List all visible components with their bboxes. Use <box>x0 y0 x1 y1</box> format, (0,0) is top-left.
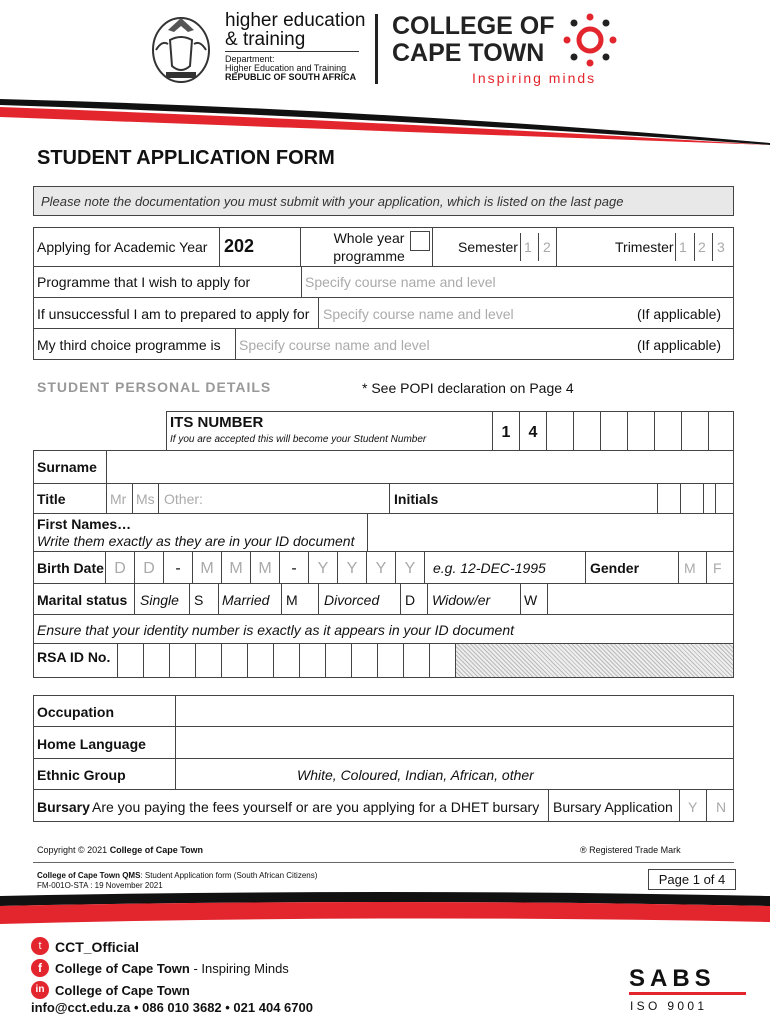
bursary-row <box>33 789 734 822</box>
programme-3-note: (If applicable) <box>637 337 722 353</box>
contact-line: info@cct.edu.za • 086 010 3682 • 021 404 6700 <box>31 1000 313 1015</box>
facebook-icon[interactable]: f <box>31 959 49 977</box>
its-digit-2[interactable]: 4 <box>519 412 546 450</box>
its-digit-7[interactable] <box>654 412 681 450</box>
dept-sub-1: Department: <box>225 54 275 64</box>
bursary-option-yes[interactable]: Y <box>688 799 698 815</box>
initials-input[interactable] <box>658 484 733 513</box>
first-names-row <box>33 513 734 552</box>
title-label: Title <box>37 491 66 507</box>
marital-status-label: Marital status <box>37 592 128 608</box>
dept-name-2: & training <box>225 29 306 50</box>
trimester-label: Trimester <box>615 239 674 255</box>
programme-2-label: If unsuccessful I am to prepared to apply for <box>37 306 310 322</box>
gender-label: Gender <box>590 560 640 576</box>
programme-3-row <box>33 328 734 360</box>
whole-year-label: Whole year programme <box>333 230 405 264</box>
dept-sub-2: Higher Education and Training <box>225 63 347 73</box>
marital-married-option[interactable]: M <box>286 592 298 608</box>
marital-single-option[interactable]: S <box>194 592 204 608</box>
linkedin-icon[interactable]: in <box>31 981 49 999</box>
semester-option-2[interactable]: 2 <box>543 239 551 255</box>
iso-label: I S O 9 0 0 1 <box>630 999 705 1013</box>
footer-swoosh <box>0 892 770 926</box>
marital-widow-label: Widow/er <box>432 592 491 608</box>
rsa-id-cells[interactable] <box>117 644 456 677</box>
programme-2-row <box>33 297 734 329</box>
marital-single-label: Single <box>140 592 179 608</box>
college-tagline: Inspiring minds <box>472 70 597 86</box>
marital-divorced-option[interactable]: D <box>405 592 416 608</box>
ethnic-group-row <box>33 758 734 790</box>
its-digit-4[interactable] <box>573 412 600 450</box>
title-row <box>33 483 734 514</box>
academic-year-label: Applying for Academic Year <box>37 239 208 255</box>
linkedin-name[interactable]: College of Cape Town <box>55 983 190 998</box>
documentation-note-text: Please note the documentation you must submit with your application, which is listed on the last page <box>41 194 624 209</box>
programme-2-input[interactable]: Specify course name and level <box>323 306 514 322</box>
ethnic-group-input[interactable]: White, Coloured, Indian, African, other <box>297 767 534 783</box>
first-names-sub: Write them exactly as they are in your ID document <box>37 533 355 549</box>
birth-sep-2: - <box>279 552 308 583</box>
trademark: ® Registered Trade Mark <box>580 845 681 855</box>
gender-option-m[interactable]: M <box>684 560 696 576</box>
facebook-text[interactable] <box>55 961 289 976</box>
page-title: STUDENT APPLICATION FORM <box>37 147 335 169</box>
qms-text: : Student Application form (South African Citizens) <box>140 871 318 880</box>
marital-divorced-label: Divorced <box>324 592 380 608</box>
programme-1-row <box>33 266 734 298</box>
birth-year-1[interactable]: Y <box>308 552 337 583</box>
surname-label: Surname <box>37 459 97 475</box>
its-digit-5[interactable] <box>600 412 627 450</box>
initials-label: Initials <box>394 491 439 507</box>
trimester-option-1[interactable]: 1 <box>679 239 687 255</box>
marital-married-label: Married <box>222 592 270 608</box>
rsa-id-hatch <box>456 644 733 677</box>
first-names-input[interactable] <box>368 514 733 551</box>
its-digit-6[interactable] <box>627 412 654 450</box>
qms-line <box>37 871 317 880</box>
bursary-label: Bursary <box>37 799 90 815</box>
occupation-input[interactable] <box>176 696 733 726</box>
trimester-option-3[interactable]: 3 <box>717 239 725 255</box>
semester-option-1[interactable]: 1 <box>524 239 532 255</box>
surname-row <box>33 450 734 484</box>
programme-2-note: (If applicable) <box>637 306 722 322</box>
doc-code: FM-001O-STA : 19 November 2021 <box>37 881 163 890</box>
home-language-label: Home Language <box>37 736 146 752</box>
its-digit-1[interactable]: 1 <box>492 412 519 450</box>
dept-name-1: higher education <box>225 10 366 31</box>
programme-3-label: My third choice programme is <box>37 337 221 353</box>
occupation-label: Occupation <box>37 704 115 720</box>
bursary-application-label: Bursary Application <box>553 799 673 815</box>
home-language-input[interactable] <box>176 727 733 758</box>
documentation-note <box>33 186 734 216</box>
marital-status-row <box>33 583 734 615</box>
id-note: Ensure that your identity number is exactly as it appears in your ID document <box>37 622 515 638</box>
birth-month-1[interactable]: M <box>192 552 221 583</box>
coat-of-arms-icon <box>148 10 214 86</box>
its-number-box <box>166 411 734 451</box>
facebook-suffix: - Inspiring Minds <box>189 961 289 976</box>
birth-day-1[interactable]: D <box>105 552 134 583</box>
birth-date-cells[interactable] <box>105 552 425 583</box>
rsa-id-row <box>33 643 734 678</box>
first-names-label: First Names… <box>37 516 132 532</box>
copyright <box>37 845 203 855</box>
page-number: Page 1 of 4 <box>648 869 736 890</box>
popi-note: * See POPI declaration on Page 4 <box>362 380 574 396</box>
its-number-sub: If you are accepted this will become your Student Number <box>170 434 427 445</box>
twitter-icon[interactable]: t <box>31 937 49 955</box>
personal-details-title: STUDENT PERSONAL DETAILS <box>37 379 272 395</box>
semester-label: Semester <box>458 239 518 255</box>
sabs-logo: SABS <box>629 965 716 992</box>
whole-year-checkbox[interactable] <box>410 231 430 251</box>
title-option-mr[interactable]: Mr <box>110 491 127 507</box>
programme-1-input[interactable]: Specify course name and level <box>305 274 496 290</box>
surname-input[interactable] <box>107 451 733 483</box>
qms-bold: College of Cape Town QMS <box>37 871 141 880</box>
birth-day-2[interactable]: D <box>134 552 163 583</box>
its-number-cells[interactable] <box>492 412 735 450</box>
college-name-2: CAPE TOWN <box>392 39 545 67</box>
its-digit-9[interactable] <box>708 412 735 450</box>
birth-month-3[interactable]: M <box>250 552 279 583</box>
its-number-label: ITS NUMBER <box>170 414 264 431</box>
birth-sep-1: - <box>163 552 192 583</box>
college-logo-icon <box>562 12 618 68</box>
rsa-id-label: RSA ID No. <box>37 649 111 665</box>
facebook-name: College of Cape Town <box>55 961 190 976</box>
ethnic-group-label: Ethnic Group <box>37 767 126 783</box>
birth-date-label: Birth Date <box>37 560 104 576</box>
id-note-row <box>33 614 734 644</box>
birth-year-3[interactable]: Y <box>366 552 395 583</box>
bursary-option-no[interactable]: N <box>716 799 727 815</box>
academic-year-input[interactable]: 202 <box>224 236 255 256</box>
twitter-handle[interactable]: CCT_Official <box>55 939 140 955</box>
bursary-question: Are you paying the fees yourself or are you applying for a DHET bursary <box>92 799 540 815</box>
title-option-ms[interactable]: Ms <box>136 491 155 507</box>
dept-sub-3: REPUBLIC OF SOUTH AFRICA <box>225 72 357 82</box>
birth-date-example: e.g. 12-DEC-1995 <box>433 560 546 576</box>
its-digit-8[interactable] <box>681 412 708 450</box>
home-language-row <box>33 726 734 759</box>
programme-3-input[interactable]: Specify course name and level <box>239 337 430 353</box>
birth-date-row <box>33 551 734 584</box>
programme-1-label: Programme that I wish to apply for <box>37 274 251 290</box>
birth-year-4[interactable]: Y <box>395 552 424 583</box>
marital-widow-option[interactable]: W <box>524 592 538 608</box>
copyright-prefix: Copyright © 2021 <box>37 845 110 855</box>
occupation-row <box>33 695 734 727</box>
birth-month-2[interactable]: M <box>221 552 250 583</box>
college-name-1: COLLEGE OF <box>392 12 555 40</box>
birth-year-2[interactable]: Y <box>337 552 366 583</box>
academic-year-row <box>33 227 734 267</box>
its-digit-3[interactable] <box>546 412 573 450</box>
copyright-name: College of Cape Town <box>109 845 204 855</box>
header-swoosh <box>0 95 770 145</box>
trimester-option-2[interactable]: 2 <box>698 239 706 255</box>
title-option-other[interactable]: Other: <box>164 491 203 507</box>
gender-option-f[interactable]: F <box>713 560 722 576</box>
